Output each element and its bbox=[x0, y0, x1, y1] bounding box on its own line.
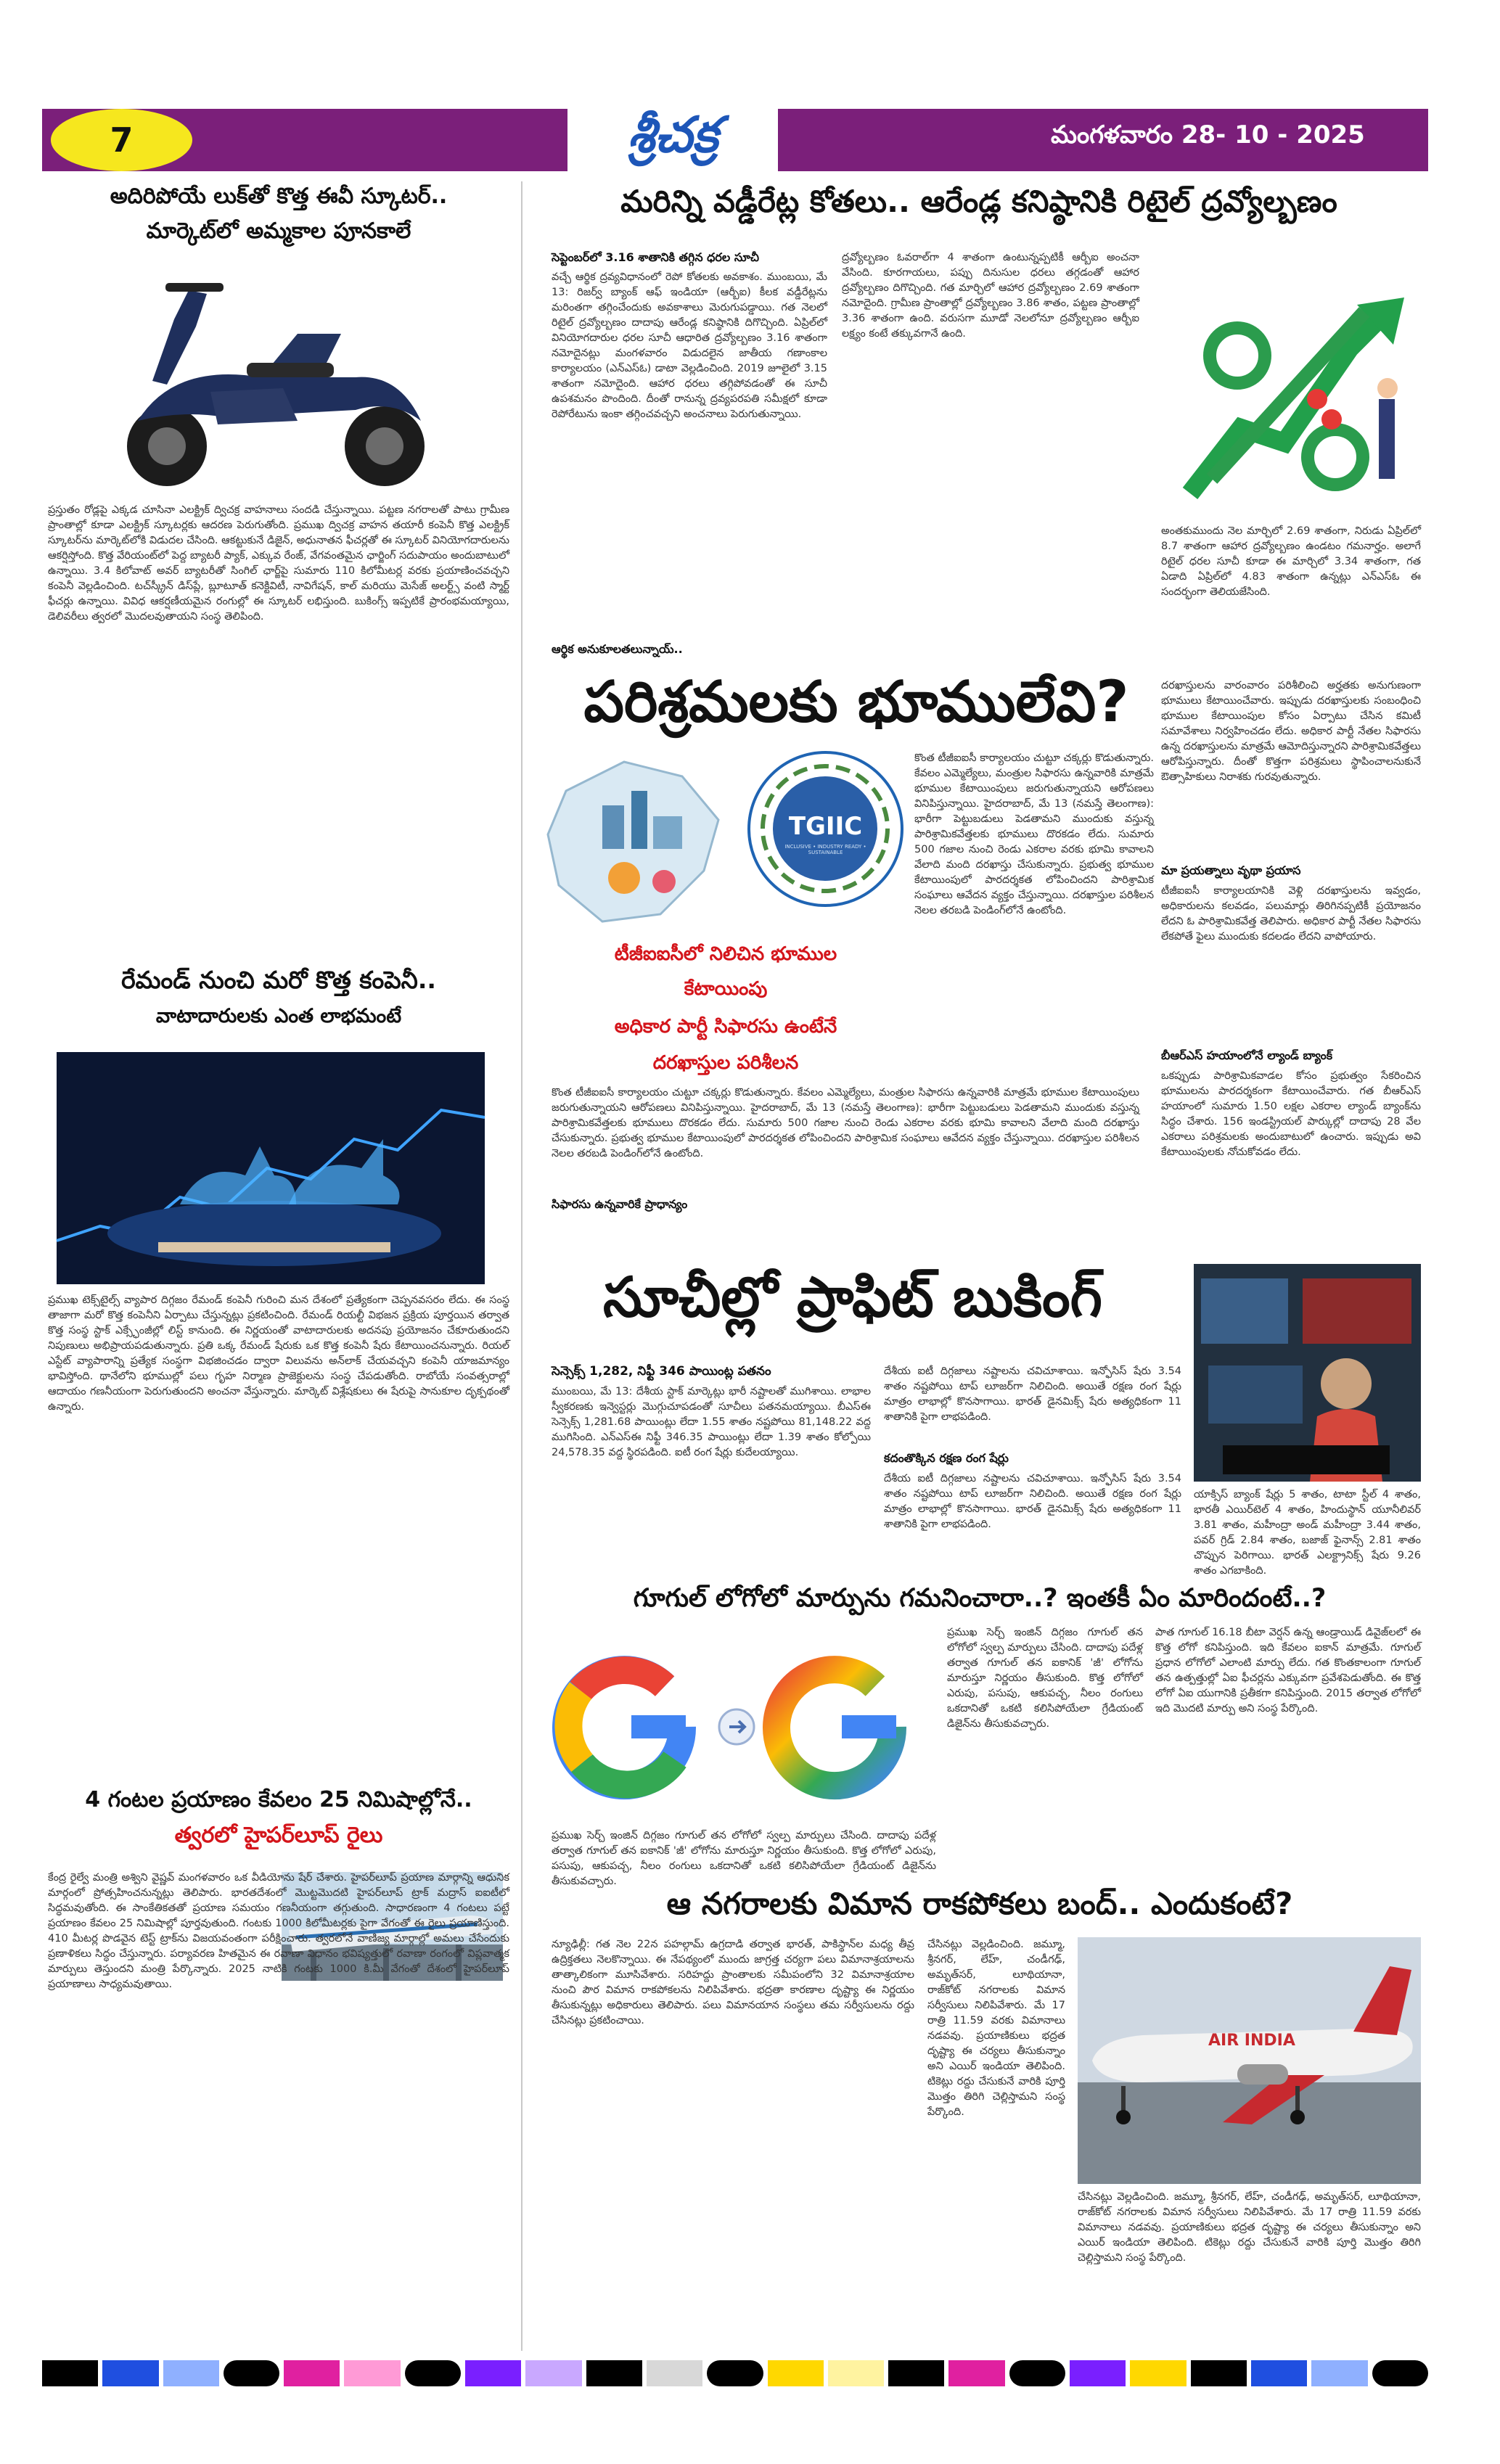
flights-body-center: చేసినట్లు వెల్లడించింది. జమ్మూ, శ్రీనగర్, లేహ్, చండీగఢ్, అమృత్‌సర్, లూథియానా, రాజ్‌కోట్ నగరాలకు విమాన సర్వీసులు నిలిపివేశారు. మే 17 రాత్రి 11.59 వరకు విమానాలు నడవవు. ప్రయాణికులు భద్రత దృష్ట్యా ఈ చర్యలు తీసుకున్నాం అని ఎయిర్ ఇండియా తెలిపింది. టికెట్లు రద్దు చేసుకునే వారికి పూర్తి మొత్తం తిరిగి చెల్లిస్తామని సంస్థ పేర్కొంది. bbox=[927, 1939, 1065, 2118]
tgiic-logo bbox=[747, 751, 903, 907]
reg-swatch bbox=[284, 2360, 340, 2386]
google-body-middle: ప్రముఖ సెర్చ్ ఇంజిన్ దిగ్గజం గూగుల్ తన లోగోలో స్వల్ప మార్పులు చేసింది. దాదాపు పదేళ్ల తర్వాత గూగుల్ తన ఐకానిక్ 'జీ' లోగోను మారుస్తూ నిర్ణయం తీసుకుంది. కొత్త లోగోలో ఎరుపు, పసుపు, ఆకుపచ్చ, నీలం రంగులు ఒకదానితో ఒకటి కలిసిపోయేలా గ్రేడియంట్ డిజైన్‌ను తీసుకువచ్చారు. bbox=[947, 1627, 1143, 1730]
reg-swatch bbox=[344, 2360, 400, 2386]
reg-swatch bbox=[525, 2360, 581, 2386]
reg-swatch bbox=[647, 2360, 702, 2386]
google-body-right: పాత గూగుల్ 16.18 బీటా వెర్షన్ ఉన్న ఆండ్రాయిడ్ డివైజ్‌లలో ఈ కొత్త లోగో కనిపిస్తుంది. ఇది కేవలం ఐకాన్ మాత్రమే. గూగుల్ ప్రధాన లోగోలో ఎలాంటి మార్పు లేదు. గత కొంతకాలంగా గూగుల్ తన ఉత్పత్తుల్లో ఏఐ ఫీచర్లను ఎక్కువగా ప్రవేశపెడుతోంది. ఈ కొత్త లోగో ఏఐ యుగానికి ప్రతీకగా కనిపిస్తుంది. 2015 తర్వాత లోగోలో ఇది మొదటి మార్పు అని సంస్థ పేర్కొంది. bbox=[1155, 1627, 1421, 1714]
rates-body-bottom: అంతకుముందు నెల మార్చిలో 2.69 శాతంగా, నిరుడు ఏప్రిల్‌లో 8.7 శాతంగా ఆహార ద్రవ్యోల్బణం ఉండటం గమనార్హం. అలాగే రిటైల్ ధరల సూచీ కూడా ఈ మార్చిలో 3.34 శాతంగా, గత ఏడాది ఏప్రిల్‌లో 4.83 శాతంగా ఉన్నట్లు ఎన్‌ఎస్‌ఓ ఈ సందర్భంగా తెలియజేసింది. bbox=[1161, 525, 1421, 598]
scooter-body: ప్రస్తుతం రోడ్లపై ఎక్కడ చూసినా ఎలక్ట్రిక్ ద్విచక్ర వాహనాలు సందడి చేస్తున్నాయి. పట్టణ నగరాలతో పాటు గ్రామీణ ప్రాంతాల్లో కూడా ఎలక్ట్రిక్ స్కూటర్లకు ఆదరణ పెరుగుతోంది. ప్రముఖ ద్విచక్ర వాహన తయారీ కంపెనీ కొత్త ఎలక్ట్రిక్ స్కూటర్‌ను మార్కెట్‌లోకి విడుదల చేసింది. ఆకట్టుకునే డిజైన్, అధునాతన ఫీచర్లతో ఈ స్కూటర్ వినియోగదారులను ఆకర్షిస్తోంది. కొత్త వేరియంట్‌లో పెద్ద బ్యాటరీ ప్యాక్, ఎక్కువ రేంజ్, వేగవంతమైన ఛార్జింగ్ సదుపాయం అందుబాటులో ఉన్నాయి. 3.4 కిలోవాట్ అవర్ బ్యాటరీతో సింగిల్ ఛార్జ్‌పై సుమారు 110 కిలోమీటర్ల వరకు ప్రయాణించవచ్చని కంపెనీ వెల్లడించింది. టచ్‌స్క్రీన్ డిస్‌ప్లే, బ్లూటూత్ కనెక్టివిటీ, నావిగేషన్, కాల్ మరియు మెసేజ్ అలర్ట్స్ వంటి స్మార్ట్ ఫీచర్లు ఉన్నాయి. వివిధ ఆకర్షణీయమైన రంగుల్లో ఈ స్కూటర్ లభిస్తుంది. బుకింగ్స్ ఇప్పటికే ప్రారంభమయ్యాయి, డెలివరీలు త్వరలో మొదలవుతాయని సంస్థ తెలిపింది. bbox=[48, 504, 509, 623]
reg-swatch bbox=[163, 2360, 219, 2386]
market-trader-photo bbox=[1194, 1264, 1421, 1482]
reg-swatch bbox=[586, 2360, 642, 2386]
market-body-right: యాక్సిస్ బ్యాంక్ షేర్లు 5 శాతం, టాటా స్టీల్ 4 శాతం, భారతీ ఎయిర్‌టెల్ 4 శాతం, హిందుస్థాన్ యూనీలివర్ 3.81 శాతం, మహీంద్రా అండ్ మహీంద్రా 3.44 శాతం, పవర్ గ్రిడ్ 2.84 శాతం, బజాజ్ ఫైనాన్స్ 2.81 శాతం చొప్పున పెరిగాయి. భారత్ ఎలక్ట్రానిక్స్ షేరు 9.26 శాతం ఎగబాకింది. bbox=[1194, 1489, 1421, 1577]
hyperloop-headline: 4 గంటల ప్రయాణం కేవలం 25 నిమిషాల్లోనే.. bbox=[85, 1787, 472, 1812]
hyperloop-subhead: త్వరలో హైపర్‌లూప్ రైలు bbox=[174, 1823, 383, 1848]
scooter-headline-2: మార్కెట్‌లో అమ్మకాల పూనకాలే bbox=[146, 218, 411, 244]
reg-swatch bbox=[224, 2360, 279, 2386]
rates-percent-graphic bbox=[1161, 247, 1421, 515]
aircraft-livery-text: AIR INDIA bbox=[1208, 2032, 1295, 2050]
reg-swatch bbox=[1191, 2360, 1247, 2386]
rates-headline: మరిన్ని వడ్డీరేట్ల కోతలు.. ఆరేండ్ల కనిష్ఠానికి రిటైల్ ద్రవ్యోల్బణం bbox=[620, 184, 1337, 219]
hyperloop-body: కేంద్ర రైల్వే మంత్రి అశ్విని వైష్ణవ్ మంగళవారం ఒక వీడియోను షేర్ చేశారు. హైపర్‌లూప్ ప్రయాణ మార్గాన్ని ఆధునిక మార్గంలో ప్రోత్సహించనున్నట్లు తెలిపారు. భారతదేశంలో మొట్టమొదటి హైపర్‌లూప్ ట్రాక్ మద్రాస్ ఐఐటీలో సిద్ధమవుతోంది. ఈ సాంకేతికతతో ప్రయాణ సమయం గణనీయంగా తగ్గుతుంది. సాధారణంగా 4 గంటలు పట్టే ప్రయాణం కేవలం 25 నిమిషాల్లో పూర్తవుతుంది. గంటకు 1000 కిలోమీటర్లకు పైగా వేగంతో ఈ రైలు ప్రయాణిస్తుంది. 410 మీటర్ల పొడవైన టెస్ట్ ట్రాక్‌ను విజయవంతంగా పరీక్షించారు. త్వరలోనే వాణిజ్య మార్గాల్లో అమలు చేసేందుకు ప్రణాళికలు సిద్ధం చేస్తున్నారు. పర్యావరణ హితమైన ఈ రవాణా విధానం భవిష్యత్తులో రవాణా రంగంలో విప్లవాత్మక మార్పులు తెస్తుందని మంత్రి పేర్కొన్నారు. 2025 నాటికి గంటకు 1000 కి.మీ వేగంతో దేశంలో హైపర్‌లూప్ ప్రయాణాలు సాధ్యమవుతాయి. bbox=[48, 1872, 509, 1990]
reg-swatch bbox=[948, 2360, 1004, 2386]
reg-swatch bbox=[1070, 2360, 1126, 2386]
google-body-left: ప్రముఖ సెర్చ్ ఇంజిన్ దిగ్గజం గూగుల్ తన లోగోలో స్వల్ప మార్పులు చేసింది. దాదాపు పదేళ్ల తర్వాత గూగుల్ తన ఐకానిక్ 'జీ' లోగోను మారుస్తూ నిర్ణయం తీసుకుంది. కొత్త లోగోలో ఎరుపు, పసుపు, ఆకుపచ్చ, నీలం రంగులు ఒకదానితో ఒకటి కలిసిపోయేలా గ్రేడియంట్ డిజైన్‌ను తీసుకువచ్చారు. bbox=[552, 1830, 936, 1887]
flights-body-left: న్యూఢిల్లీ: గత నెల 22న పహల్గామ్ ఉగ్రదాడి తర్వాత భారత్, పాకిస్థాన్‌ల మధ్య తీవ్ర ఉద్రిక్తతలు నెలకొన్నాయి. ఈ నేపథ్యంలో ముందు జాగ్రత్త చర్యగా పలు విమానాశ్రయాలను తాత్కాలికంగా మూసివేశారు. సరిహద్దు ప్రాంతాలకు సమీపంలోని 32 విమానాశ్రయాల నుంచి పౌర విమాన రాకపోకలను నిలిపివేశారు. భద్రతా కారణాల దృష్ట్యా ఈ నిర్ణయం తీసుకున్నట్లు అధికారులు తెలిపారు. పలు విమానయాన సంస్థలు తమ సర్వీసులను రద్దు చేసినట్లు ప్రకటించాయి. bbox=[552, 1939, 914, 2026]
reg-swatch bbox=[1372, 2360, 1428, 2386]
reg-swatch bbox=[707, 2360, 763, 2386]
industry-body-right: దరఖాస్తులను వారంవారం పరిశీలించి అర్హతకు అనుగుణంగా భూములు కేటాయించేవారు. ఇప్పుడు దరఖాస్తులకు సంబంధించి భూముల కేటాయింపుల కోసం ఏర్పాటు చేసిన కమిటీ సమావేశాలు నిర్వహించడం లేదు. అధికార పార్టీ నేతల సిఫారసు ఉన్న దరఖాస్తులను మాత్రమే ఆమోదిస్తున్నారని పారిశ్రామికవేత్తలు ఆరోపిస్తున్నారు. దీంతో కొత్తగా పరిశ్రమలు స్థాపించాలనుకునే ఔత్సాహికులు నిరాశకు గురవుతున్నారు. bbox=[1161, 680, 1421, 783]
column-divider bbox=[521, 181, 522, 2351]
google-headline: గూగుల్ లోగోలో మార్పును గమనించారా..? ఇంతకీ ఏం మారిందంటే..? bbox=[633, 1584, 1327, 1613]
industry-caption-1: టీజీఐఐసీలో నిలిచిన భూముల bbox=[614, 943, 837, 965]
google-logo-graphic bbox=[537, 1625, 936, 1828]
reg-swatch bbox=[1311, 2360, 1367, 2386]
reg-swatch bbox=[465, 2360, 521, 2386]
market-kicker: సెన్సెక్స్ 1,282, నిఫ్టీ 346 పాయింట్ల పతనం bbox=[552, 1364, 771, 1379]
reg-swatch bbox=[405, 2360, 461, 2386]
market-body-left: ముంబయి, మే 13: దేశీయ స్టాక్ మార్కెట్లు భారీ నష్టాలతో ముగిశాయి. లాభాల స్వీకరణకు ఇన్వెస్టర్లు మొగ్గుచూపడంతో సూచీలు పతనమయ్యాయి. బీఎస్‌ఈ సెన్సెక్స్ 1,281.68 పాయింట్లు లేదా 1.55 శాతం నష్టపోయి 81,148.22 వద్ద ముగిసింది. ఎన్‌ఎస్‌ఈ నిఫ్టీ 346.35 పాయింట్లు లేదా 1.39 శాతం కోల్పోయి 24,578.35 వద్ద స్థిరపడింది. ఐటీ రంగ షేర్లు కుదేలయ్యాయి. bbox=[552, 1386, 871, 1458]
issue-date: మంగళవారం 28- 10 - 2025 bbox=[1051, 120, 1365, 149]
rates-subtitle: ఆర్థిక అనుకూలతలున్నాయ్.. bbox=[552, 642, 683, 656]
industry-subtitle-center: సిఫారసు ఉన్నవారికే ప్రాధాన్యం bbox=[552, 1197, 688, 1211]
industry-headline: పరిశ్రమలకు భూములేవి? bbox=[583, 670, 1129, 735]
industry-body-right-3: ఒకప్పుడు పారిశ్రామికవాడల కోసం ప్రభుత్వం సేకరించిన భూములను పారదర్శకంగా కేటాయించేవారు. గత బీఆర్‌ఎస్ హయాంలో సుమారు 1.50 లక్షల ఎకరాల ల్యాండ్ బ్యాంక్‌ను సిద్ధం చేశారు. 156 ఇండస్ట్రియల్ పార్కుల్లో దాదాపు 28 వేల ఎకరాలు పరిశ్రమలకు అందుబాటులో ఉంచారు. ఇప్పుడు అవి కేటాయింపులకు నోచుకోవడం లేదు. bbox=[1161, 1070, 1421, 1158]
reg-swatch bbox=[42, 2360, 98, 2386]
scooter-headline-1: అదిరిపోయే లుక్‌తో కొత్త ఈవీ స్కూటర్.. bbox=[110, 184, 448, 209]
reg-swatch bbox=[1130, 2360, 1186, 2386]
flights-aircraft-photo bbox=[1078, 1937, 1421, 2184]
scooter-photo bbox=[80, 254, 472, 493]
reg-swatch bbox=[1009, 2360, 1065, 2386]
tgiic-logo-text: TGIIC bbox=[788, 812, 863, 841]
flights-body-right: చేసినట్లు వెల్లడించింది. జమ్మూ, శ్రీనగర్, లేహ్, చండీగఢ్, అమృత్‌సర్, లూథియానా, రాజ్‌కోట్ నగరాలకు విమాన సర్వీసులు నిలిపివేశారు. మే 17 రాత్రి 11.59 వరకు విమానాలు నడవవు. ప్రయాణికులు భద్రత దృష్ట్యా ఈ చర్యలు తీసుకున్నాం అని ఎయిర్ ఇండియా తెలిపింది. టికెట్లు రద్దు చేసుకునే వారికి పూర్తి మొత్తం తిరిగి చెల్లిస్తామని సంస్థ పేర్కొంది. bbox=[1078, 2191, 1421, 2264]
rates-kicker: సెప్టెంబర్‌లో 3.16 శాతానికి తగ్గిన ధరల సూచీ bbox=[552, 250, 760, 264]
rates-body-left: వచ్చే ఆర్థిక ద్రవ్యవిధానంలో రెపో కోతలకు అవకాశం. ముంబయి, మే 13: రిజర్వ్ బ్యాంక్ ఆఫ్ ఇండియా (ఆర్బీఐ) కీలక వడ్డీరేట్లను మరింతగా తగ్గించేందుకు అవకాశాలు మెరుగుపడ్డాయి. గత నెలలో రిటైల్ ద్రవ్యోల్బణం దాదాపు ఆరేండ్ల కనిష్ఠానికి దిగొచ్చింది. ఏప్రిల్‌లో వినియోగదారుల ధరల సూచీ ఆధారిత ద్రవ్యోల్బణం 3.16 శాతంగా నమోదైనట్లు మంగళవారం విడుదలైన జాతీయ గణాంకాల కార్యాలయం (ఎన్‌ఎస్‌ఓ) డాటా వెల్లడించింది. 2019 జూలైలో 3.15 శాతంగా నమోదైంది. ఆహార ధరలు తగ్గిపోవడంతో ఈ సూచీ ఉపశమనం పొందింది. దీంతో రానున్న ద్రవ్యపరపతి సమీక్షలో కూడా రెపోరేటును ఇంకా తగ్గించవచ్చని అంచనాలు పెరుగుతున్నాయి. bbox=[552, 271, 827, 420]
newspaper-logo bbox=[567, 102, 778, 180]
raymond-market-photo bbox=[57, 1052, 485, 1284]
raymond-headline: రేమండ్ నుంచి మరో కొత్త కంపెనీ.. bbox=[121, 966, 436, 994]
printer-registration-bar bbox=[42, 2360, 1428, 2386]
market-headline: సూచీల్లో ప్రాఫిట్ బుకింగ్ bbox=[603, 1265, 1102, 1329]
logo-text: శ్రీచక్ర bbox=[627, 106, 718, 164]
industry-body-center-lower: కొంత టీజీఐఐసీ కార్యాలయం చుట్టూ చక్కర్లు కొడుతున్నారు. కేవలం ఎమ్మెల్యేలు, మంత్రుల సిఫారసు ఉన్నవారికి మాత్రమే భూముల కేటాయింపులు జరుగుతున్నాయని ఆరోపణలు వినిపిస్తున్నాయి. హైదరాబాద్, మే 13 (నమస్తే తెలంగాణ): భారీగా పెట్టుబడులు పెడతామని ముందుకు వస్తున్న పారిశ్రామికవేత్తలకు భూములు దొరకడం లేదు. సుమారు 500 గజాల నుంచి రెండు ఎకరాల వరకు భూమి కావాలని వేలాది మంది దరఖాస్తు చేసుకున్నారు. ప్రభుత్వ భూముల కేటాయింపులో పారదర్శకత లోపించిందని పారిశ్రామిక సంఘాలు ఆవేదన వ్యక్తం చేస్తున్నాయి. దరఖాస్తుల పరిశీలన నెలల తరబడి పెండింగ్‌లోనే ఉంటోంది. bbox=[552, 1087, 1139, 1159]
industry-body-right-2: టీజీఐఐసీ కార్యాలయానికి వెళ్లి దరఖాస్తులను ఇవ్వడం, అధికారులను కలవడం, పలుమార్లు తిరిగినప్పటికీ ప్రయోజనం లేదని ఓ పారిశ్రామికవేత్త తెలిపారు. అధికార పార్టీ నేతల సిఫారసు లేకపోతే ఫైలు ముందుకు కదలడం లేదని వాపోయారు. bbox=[1161, 885, 1421, 943]
reg-swatch bbox=[768, 2360, 824, 2386]
industry-map-graphic bbox=[537, 747, 740, 943]
raymond-body: ప్రముఖ టెక్స్‌టైల్స్ వ్యాపార దిగ్గజం రేమండ్ కంపెనీ గురించి మన దేశంలో ప్రత్యేకంగా చెప్పనవసరం లేదు. ఈ సంస్థ తాజాగా మరో కొత్త కంపెనీని ఏర్పాటు చేస్తున్నట్లు ప్రకటించింది. రేమండ్ రియల్టీ విభజన ప్రక్రియ పూర్తయిన తర్వాత కొత్త సంస్థ స్టాక్ ఎక్స్ఛేంజీల్లో లిస్ట్ కానుంది. ఈ నిర్ణయంతో వాటాదారులకు అదనపు ప్రయోజనం చేకూరుతుందని నిపుణులు అభిప్రాయపడుతున్నారు. ప్రతి ఒక్క రేమండ్ షేరుకు ఒక కొత్త కంపెనీ షేరు కేటాయించనున్నారు. రియల్ ఎస్టేట్ వ్యాపారాన్ని ప్రత్యేక సంస్థగా విభజించడం ద్వారా విలువను అన్‌లాక్ చేయవచ్చని కంపెనీ యాజమాన్యం భావిస్తోంది. థానేలోని భూముల్లో పలు గృహ నిర్మాణ ప్రాజెక్టులను సంస్థ చేపడుతోంది. రాబోయే సంవత్సరాల్లో ఆదాయం గణనీయంగా పెరుగుతుందని అంచనా వేస్తున్నారు. మార్కెట్ విశ్లేషకులు ఈ షేరుపై సానుకూల దృక్పథంతో ఉన్నారు. bbox=[48, 1294, 509, 1413]
reg-swatch bbox=[1251, 2360, 1307, 2386]
reg-swatch bbox=[102, 2360, 158, 2386]
industry-caption-2: కేటాయింపు bbox=[684, 978, 768, 1000]
raymond-subhead: వాటాదారులకు ఎంత లాభమంటే bbox=[155, 1005, 402, 1027]
industry-subtitle-right-1: మా ప్రయత్నాలు వృథా ప్రయాస bbox=[1161, 863, 1301, 877]
market-subtitle: కదంతొక్కిన రక్షణ రంగ షేర్లు bbox=[884, 1451, 1009, 1465]
tgiic-logo-ring-text: INCLUSIVE • INDUSTRY READY • SUSTAINABLE bbox=[784, 844, 866, 855]
market-body-center-2: దేశీయ ఐటీ దిగ్గజాలు నష్టాలను చవిచూశాయి. ఇన్ఫోసిస్ షేరు 3.54 శాతం నష్టపోయి టాప్ లూజర్‌గా నిలిచింది. అయితే రక్షణ రంగ షేర్లు మాత్రం లాభాల్లో కొనసాగాయి. భారత్ డైనమిక్స్ షేరు అత్యధికంగా 11 శాతానికి పైగా లాభపడింది. bbox=[884, 1473, 1181, 1530]
reg-swatch bbox=[828, 2360, 884, 2386]
industry-caption-4: దరఖాస్తుల పరిశీలన bbox=[652, 1052, 799, 1074]
rates-body-right: ద్రవ్యోల్బణం ఓవరాల్‌గా 4 శాతంగా ఉంటున్నప్పటికీ ఆర్బీఐ అంచనా వేసింది. కూరగాయలు, పప్పు దినుసుల ధరలు తగ్గడంతో ఆహార ద్రవ్యోల్బణం దిగొచ్చింది. గత మార్చిలో ఆహార ద్రవ్యోల్బణం 2.69 శాతంగా నమోదైంది. గ్రామీణ ప్రాంతాల్లో ద్రవ్యోల్బణం 3.86 శాతం, పట్టణ ప్రాంతాల్లో 3.36 శాతంగా ఉంది. వరుసగా మూడో నెలలోనూ ద్రవ్యోల్బణం ఆర్బీఐ లక్ష్యం కంటే తక్కువగానే ఉంది. bbox=[842, 252, 1139, 340]
industry-caption-3: అధికార పార్టీ సిఫారసు ఉంటేనే bbox=[614, 1016, 837, 1038]
industry-body-center: కొంత టీజీఐఐసీ కార్యాలయం చుట్టూ చక్కర్లు కొడుతున్నారు. కేవలం ఎమ్మెల్యేలు, మంత్రుల సిఫారసు ఉన్నవారికి మాత్రమే భూముల కేటాయింపులు జరుగుతున్నాయని ఆరోపణలు వినిపిస్తున్నాయి. హైదరాబాద్, మే 13 (నమస్తే తెలంగాణ): భారీగా పెట్టుబడులు పెడతామని ముందుకు వస్తున్న పారిశ్రామికవేత్తలకు భూములు దొరకడం లేదు. సుమారు 500 గజాల నుంచి రెండు ఎకరాల వరకు భూమి కావాలని వేలాది మంది దరఖాస్తు చేసుకున్నారు. ప్రభుత్వ భూముల కేటాయింపులో పారదర్శకత లోపించిందని పారిశ్రామిక సంఘాలు ఆవేదన వ్యక్తం చేస్తున్నాయి. దరఖాస్తుల పరిశీలన నెలల తరబడి పెండింగ్‌లోనే ఉంటోంది. bbox=[914, 752, 1154, 916]
industry-subtitle-right-2: బీఆర్‌ఎస్ హయాంలోనే ల్యాండ్ బ్యాంక్‌ bbox=[1161, 1048, 1333, 1062]
page-number: 7 bbox=[51, 109, 192, 171]
reg-swatch bbox=[888, 2360, 944, 2386]
flights-headline: ఆ నగరాలకు విమాన రాకపోకలు బంద్.. ఎందుకంటే? bbox=[666, 1886, 1293, 1921]
market-body-center: దేశీయ ఐటీ దిగ్గజాలు నష్టాలను చవిచూశాయి. ఇన్ఫోసిస్ షేరు 3.54 శాతం నష్టపోయి టాప్ లూజర్‌గా నిలిచింది. అయితే రక్షణ రంగ షేర్లు మాత్రం లాభాల్లో కొనసాగాయి. భారత్ డైనమిక్స్ షేరు అత్యధికంగా 11 శాతానికి పైగా లాభపడింది. bbox=[884, 1366, 1181, 1423]
